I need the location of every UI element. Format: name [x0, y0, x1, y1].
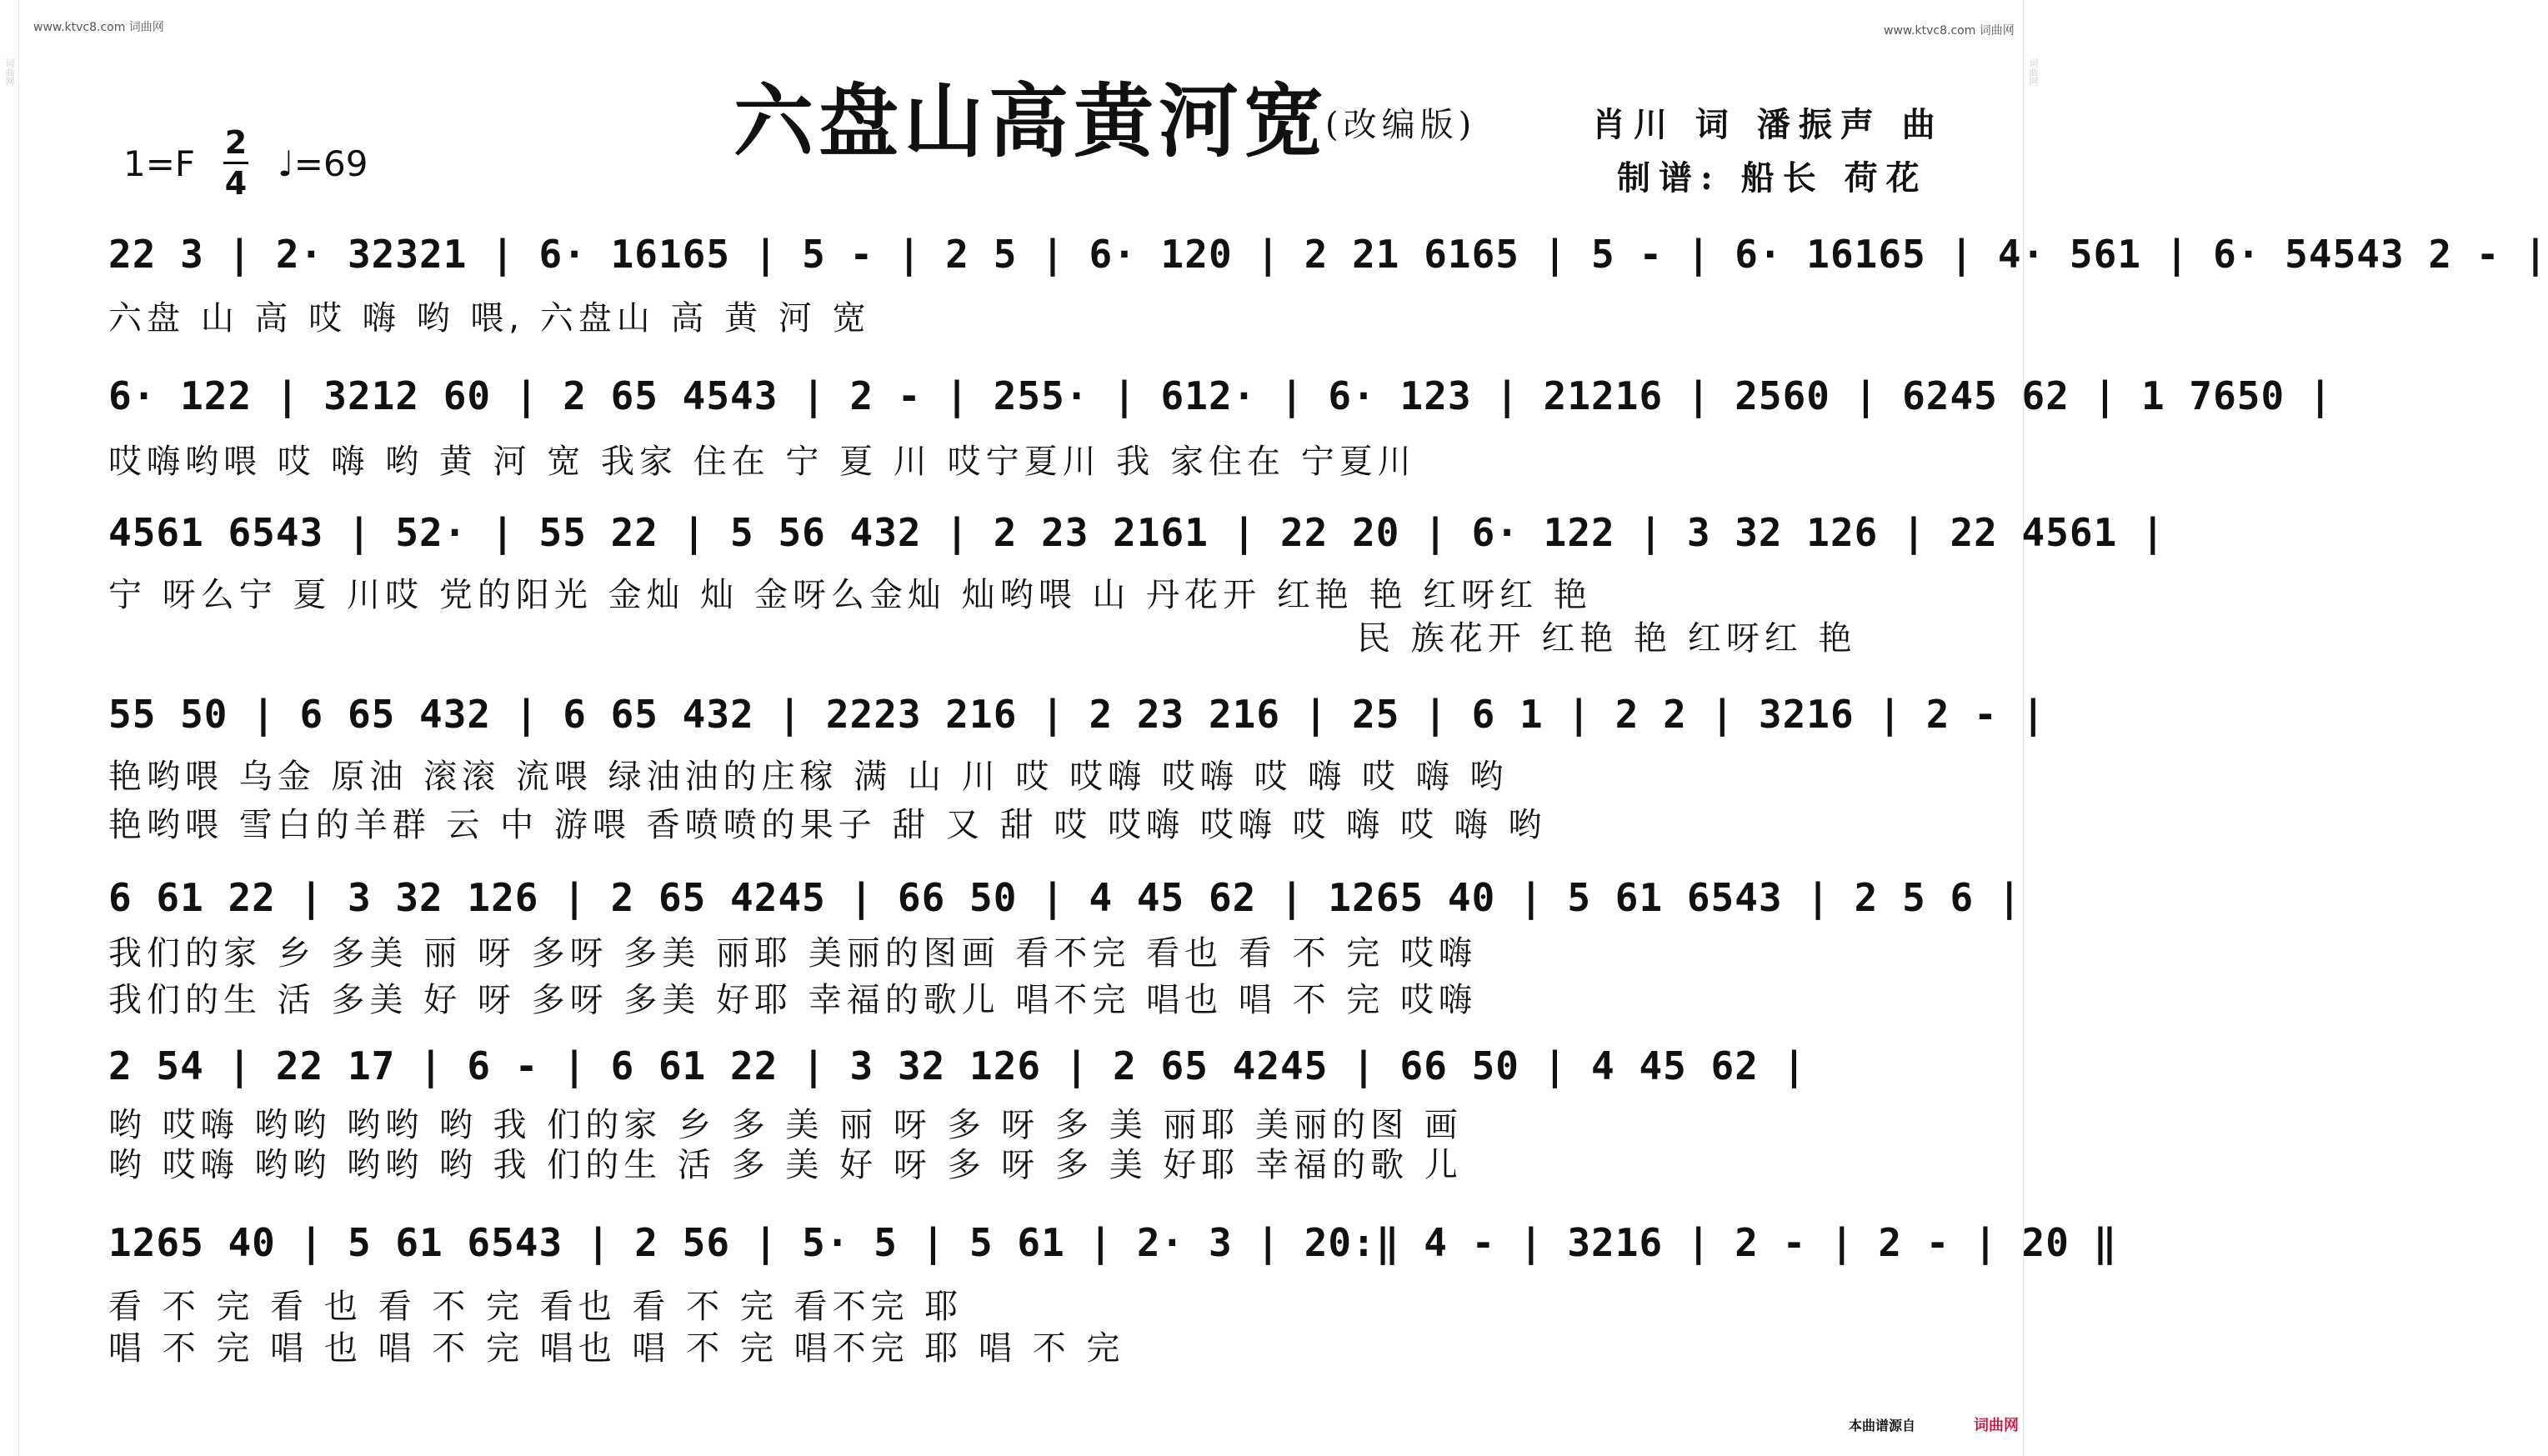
- notation-line-3: 4561 6543 | 52· | 55 22 | 5 56 432 | 2 23 2161 | 22 20 | 6· 122 | 3 32 126 | 22 4561 |: [108, 510, 2165, 555]
- tempo-marking: ♩=69: [278, 143, 368, 184]
- lyric-line-5-verse-2: 我们的生 活 多美 好 呀 多呀 多美 好耶 幸福的歌儿 唱不完 唱也 唱 不 完 哎嗨: [108, 981, 1478, 1019]
- notation-line-2: 6· 122 | 3212 60 | 2 65 4543 | 2 - | 255· | 612· | 6· 123 | 21216 | 2560 | 6245 62 | 1 7650 |: [108, 373, 2333, 418]
- lyric-line-7-verse-2: 唱 不 完 唱 也 唱 不 完 唱也 唱 不 完 唱不完 耶 唱 不 完: [108, 1329, 1125, 1368]
- song-title: 六盘山高黄河宽: [733, 74, 1329, 168]
- time-signature-divider: [223, 162, 248, 164]
- lyric-line-6-verse-1: 哟 哎嗨 哟哟 哟哟 哟 我 们的家 乡 多 美 丽 呀 多 呀 多 美 丽耶 美丽的图 画: [108, 1106, 1463, 1144]
- time-signature-bottom: 4: [224, 165, 248, 202]
- footer-source-note: 本曲谱源自: [1849, 1418, 1916, 1433]
- key-signature: 1=F: [123, 143, 196, 184]
- notation-line-6: 2 54 | 22 17 | 6 - | 6 61 22 | 3 32 126 | 2 65 4245 | 66 50 | 4 45 62 |: [108, 1043, 1807, 1088]
- song-subtitle: (改编版): [1325, 106, 1477, 144]
- left-watermark-strip: [0, 0, 19, 1456]
- lyric-line-4-verse-1: 艳哟喂 乌金 原油 滚滚 流喂 绿油油的庄稼 满 山 川 哎 哎嗨 哎嗨 哎 嗨 哎 嗨 哟: [108, 758, 1509, 796]
- watermark-top-left: www.ktvc8.com 词曲网: [33, 21, 164, 34]
- watermark-top-right: www.ktvc8.com 词曲网: [1884, 24, 2015, 38]
- notation-line-5: 6 61 22 | 3 32 126 | 2 65 4245 | 66 50 | 4 45 62 | 1265 40 | 5 61 6543 | 2 5 6 |: [108, 875, 2022, 920]
- lyric-line-3-verse-2: 民 族花开 红艳 艳 红呀红 艳: [1357, 619, 1857, 658]
- side-watermark-text: 词曲网: [2028, 58, 2039, 86]
- lyric-line-4-verse-2: 艳哟喂 雪白的羊群 云 中 游喂 香喷喷的果子 甜 又 甜 哎 哎嗨 哎嗨 哎 嗨 哎 嗨 哟: [108, 806, 1547, 844]
- time-signature: [223, 125, 248, 201]
- notation-line-7: 1265 40 | 5 61 6543 | 2 56 | 5· 5 | 5 61 | 2· 3 | 20:‖ 4 - | 3216 | 2 - | 2 - | 20 ‖: [108, 1220, 2118, 1265]
- lyric-line-7-verse-1: 看 不 完 看 也 看 不 完 看也 看 不 完 看不完 耶: [108, 1288, 964, 1326]
- lyric-line-1-verse-1: 六盘 山 高 哎 嗨 哟 喂, 六盘山 高 黄 河 宽: [108, 299, 871, 338]
- credits-lyricist-composer: 肖川 词 潘振声 曲: [1592, 105, 1944, 144]
- time-signature-top: 2: [224, 124, 248, 161]
- credits-transcriber: 制谱: 船长 荷花: [1617, 158, 1928, 198]
- notation-line-4: 55 50 | 6 65 432 | 6 65 432 | 2223 216 | 2 23 216 | 25 | 6 1 | 2 2 | 3216 | 2 - |: [108, 692, 2046, 737]
- notation-line-1: 22 3 | 2· 32321 | 6· 16165 | 5 - | 2 5 | 6· 120 | 2 21 6165 | 5 - | 6· 16165 | 4· 561 | 6· 54543 2 - |: [108, 232, 2548, 277]
- lyric-line-5-verse-1: 我们的家 乡 多美 丽 呀 多呀 多美 丽耶 美丽的图画 看不完 看也 看 不 完 哎嗨: [108, 934, 1478, 973]
- lyric-line-2-verse-1: 哎嗨哟喂 哎 嗨 哟 黄 河 宽 我家 住在 宁 夏 川 哎宁夏川 我 家住在 宁夏川: [108, 443, 1416, 481]
- lyric-line-6-verse-2: 哟 哎嗨 哟哟 哟哟 哟 我 们的生 活 多 美 好 呀 多 呀 多 美 好耶 幸福的歌 儿: [108, 1146, 1463, 1184]
- footer-logo: 词曲网: [1974, 1417, 2019, 1434]
- side-watermark-text: 词曲网: [4, 58, 15, 86]
- lyric-line-3-verse-1: 宁 呀么宁 夏 川哎 党的阳光 金灿 灿 金呀么金灿 灿哟喂 山 丹花开 红艳 艳 红呀红 艳: [108, 576, 1593, 614]
